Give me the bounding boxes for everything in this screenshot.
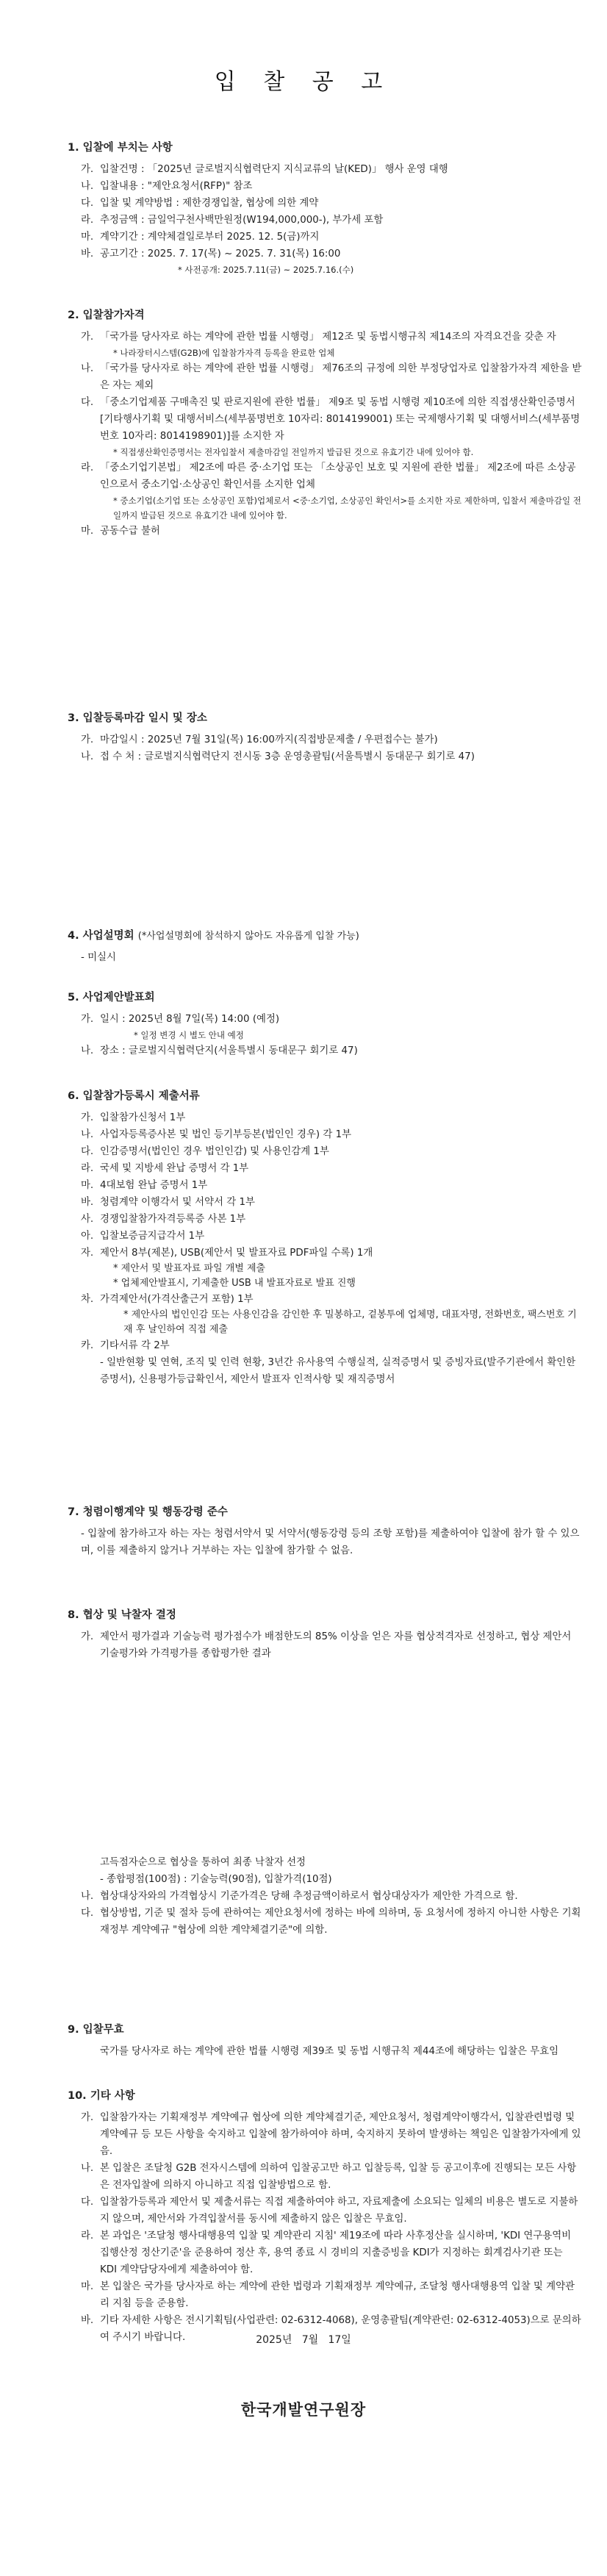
list-item: - 종합평점(100점) : 기술능력(90점), 입찰가격(10점) — [100, 1874, 332, 1885]
list-item: 바. 청렴계약 이행각서 및 서약서 각 1부 — [81, 1197, 255, 1208]
list-item: 다. 입찰 및 계약방법 : 제한경쟁입찰, 협상에 의한 계약 — [81, 198, 319, 209]
list-item: 나. 「국가를 당사자로 하는 계약에 관한 법률 시행령」 제76조의 규정에 의한 부정당업자로 입찰참가자격 제한을 받은 자는 제외 — [81, 363, 582, 391]
list-item: 나. 장소 : 글로벌지식협력단지(서울특별시 동대문구 회기로 47) — [81, 1045, 358, 1056]
note: * 제안서 및 발표자료 파일 개별 제출 — [113, 1263, 266, 1274]
list-item: 나. 본 입찰은 조달청 G2B 전자시스템에 의하여 입찰공고만 하고 입찰등록, 입찰 등 공고이후에 진행되는 모든 사항은 전자입찰에 의하지 아니하고 직접 입찰방법으로 함. — [81, 2163, 577, 2191]
section-10 — [68, 2088, 582, 2346]
section-10-title: 10. 기타 사항 — [68, 2090, 135, 2102]
list-item: 가. 입찰참가신청서 1부 — [81, 1112, 186, 1123]
list-item: 마. 4대보험 완납 증명서 1부 — [81, 1180, 208, 1191]
list-item: 나. 사업자등록증사본 및 법인 등기부등본(법인인 경우) 각 1부 — [81, 1129, 352, 1140]
section-9-title: 9. 입찰무효 — [68, 2024, 124, 2036]
list-item: 가. 제안서 평가결과 기술능력 평가점수가 배점한도의 85% 이상을 얻은 자를 협상적격자로 선정하고, 협상 제안서 기술평가와 가격평가를 종합평가한 결과 — [81, 1631, 572, 1659]
list-item: 다. 입찰참가등록과 제안서 및 제출서류는 직접 제출하여야 하고, 자료제출에 소요되는 일체의 비용은 별도로 지불하지 않으며, 제안서와 가격입찰서를 동시에 제출하지 않은 입찰은 무효임. — [81, 2197, 578, 2225]
section-3-title: 3. 입찰등록마감 일시 및 장소 — [68, 712, 207, 724]
list-item: 라. 「중소기업기본법」 제2조에 따른 중·소기업 또는 「소상공인 보호 및 지원에 관한 법률」 제2조에 따른 소상공인으로서 중소기업·소상공인 확인서를 소지한 업체 — [81, 462, 576, 490]
list-item: - 일반현황 및 연혁, 조직 및 인력 현황, 3년간 유사용역 수행실적, 실적증명서 및 증빙자료(발주기관에서 확인한 증명서), 신용평가등급확인서, 제안서 발표자 인적사항 및 재직증명서 — [100, 1357, 576, 1385]
section-7-title: 7. 청렴이행계약 및 행동강령 준수 — [68, 1506, 228, 1518]
note: * 업체제안발표시, 기제출한 USB 내 발표자료로 발표 진행 — [113, 1278, 356, 1289]
list-item: 차. 가격제안서(가격산출근거 포함) 1부 — [81, 1294, 254, 1305]
section-4 — [68, 928, 582, 966]
list-item: 자. 제안서 8부(제본), USB(제안서 및 발표자료 PDF파일 수록) 1개 — [81, 1248, 373, 1259]
list-item: 나. 협상대상자와의 가격협상시 기준가격은 당해 추정금액이하로서 협상대상자가 제안한 가격으로 함. — [81, 1891, 518, 1902]
list-item: 바. 공고기간 : 2025. 7. 17(목) ~ 2025. 7. 31(목) 16:00 — [81, 248, 341, 260]
section-4-title: 4. 사업설명회 (*사업설명회에 참석하지 않아도 자유롭게 입찰 가능) — [68, 930, 359, 942]
list-item: 마. 공동수급 불허 — [81, 526, 160, 537]
section-2-title: 2. 입찰참가자격 — [68, 310, 145, 321]
list-item: 나. 입찰내용 : "제안요청서(RFP)" 참조 — [81, 181, 253, 192]
section-1 — [68, 140, 582, 277]
section-6 — [68, 1088, 582, 1388]
list-item: 라. 추정금액 : 금일억구천사백만원정(W194,000,000-), 부가세 포함 — [81, 215, 384, 226]
note: * 나라장터시스템(G2B)에 입찰참가자격 등록을 완료한 업체 — [113, 348, 335, 358]
list-item: 다. 협상방법, 기준 및 절차 등에 관하여는 제안요청서에 정하는 바에 의하며, 동 요청서에 정하지 아니한 사항은 기획재정부 계약예규 "협상에 의한 계약체결기준"에 의함. — [81, 1908, 581, 1936]
section-8 — [68, 1607, 582, 1662]
section-8-title: 8. 협상 및 낙찰자 결정 — [68, 1609, 176, 1621]
list-item: 가. 「국가를 당사자로 하는 계약에 관한 법률 시행령」 제12조 및 동법시행규칙 제14조의 자격요건을 갖춘 자 — [81, 332, 556, 343]
list-item: 가. 입찰참가자는 기획재정부 계약예규 협상에 의한 계약체결기준, 제안요청서, 청렴계약이행각서, 입찰관련법령 및 계약예규 등 모든 사항을 숙지하고 입찰에 참가하여야 하며, 숙지하지 못하여 발생하는 책임은 입찰참가자에게 있음. — [81, 2112, 581, 2157]
list-item: 사. 경쟁입찰참가자격등록증 사본 1부 — [81, 1214, 246, 1225]
section-7 — [68, 1504, 582, 1559]
list-item: 가. 입찰건명 : 「2025년 글로벌지식협력단지 지식교류의 날(KED)」 행사 운영 대행 — [81, 164, 448, 175]
note: * 제안사의 법인인감 또는 사용인감을 감인한 후 밀봉하고, 겉봉투에 업체명, 대표자명, 전화번호, 팩스번호 기재 후 날인하여 직접 제출 — [123, 1309, 577, 1335]
list-item: 가. 일시 : 2025년 8월 7일(목) 14:00 (예정) — [81, 1014, 280, 1025]
list-item: 라. 본 과업은 '조달청 행사대행용역 입찰 및 계약관리 지침' 제19조에 따라 사후정산을 실시하며, 'KDI 연구용역비 집행산정 정산기준'을 준용하여 정산 후, 용역 종료 시 경비의 지출증빙을 KDI가 지정하는 회계검사기관 또는 KDI 계약담당자에게 제출하여야 함. — [81, 2230, 572, 2275]
list-item: 국가를 당사자로 하는 계약에 관한 법률 시행령 제39조 및 동법 시행규칙 제44조에 해당하는 입찰은 무효임 — [100, 2046, 559, 2057]
section-1-title: 1. 입찰에 부치는 사항 — [68, 142, 173, 154]
list-item: 고득점자순으로 협상을 통하여 최종 낙찰자 선정 — [100, 1857, 306, 1868]
section-9 — [68, 2022, 582, 2060]
section-5-title: 5. 사업제안발표회 — [68, 992, 155, 1003]
note: * 중소기업(소기업 또는 소상공인 포함)업체로서 <중·소기업, 소상공인 확인서>를 소지한 자로 제한하며, 입찰서 제출마감일 전일까지 발급된 것으로 유효기간 내에 있어야 함. — [113, 495, 581, 520]
list-item: 마. 계약기간 : 계약체결일로부터 2025. 12. 5(금)까지 — [81, 232, 320, 243]
section-5 — [68, 990, 582, 1059]
list-item: 아. 입찰보증금지급각서 1부 — [81, 1231, 205, 1242]
note: * 일정 변경 시 별도 안내 예정 — [134, 1030, 244, 1040]
list-item: 카. 기타서류 각 2부 — [81, 1340, 170, 1351]
list-item: 마. 본 입찰은 국가를 당사자로 하는 계약에 관한 법령과 기획재정부 계약예규, 조달청 행사대행용역 입찰 및 계약관리 지침 등을 준용함. — [81, 2281, 575, 2309]
list-item: 나. 접 수 처 : 글로벌지식협력단지 전시동 3층 운영총괄팀(서울특별시 동대문구 회기로 47) — [81, 751, 475, 762]
note: * 직접생산확인증명서는 전자입찰서 제출마감일 전일까지 발급된 것으로 유효기간 내에 있어야 함. — [113, 447, 474, 457]
list-item: 다. 인감증명서(법인인 경우 법인인감) 및 사용인감계 1부 — [81, 1146, 329, 1157]
list-item: 다. 「중소기업제품 구매촉진 및 판로지원에 관한 법률」 제9조 및 동법 시행령 제10조에 의한 직접생산확인증명서[기타행사기획 및 대행서비스(세부품명번호 10자리: 8014199001) 또는 국제행사기획 및 대행서비스(세부품명번호 10자리: 8014198901)]를 소지한 자 — [81, 397, 581, 442]
issuer-signature: 한국개발연구원장 — [240, 2400, 367, 2419]
list-item: - 미실시 — [81, 952, 116, 963]
section-6-title: 6. 입찰참가등록시 제출서류 — [68, 1090, 200, 1102]
list-item: - 입찰에 참가하고자 하는 자는 청렴서약서 및 서약서(행동강령 등의 조항 포함)를 제출하여야 입찰에 참가 할 수 있으며, 이를 제출하지 않거나 거부하는 자는 입찰에 참가할 수 없음. — [81, 1528, 580, 1556]
page-title: 입 찰 공 고 — [214, 69, 393, 95]
section-3 — [68, 710, 582, 765]
note: * 사전공개: 2025.7.11(금) ~ 2025.7.16.(수) — [178, 265, 354, 275]
list-item: 바. 기타 자세한 사항은 전시기획팀(사업관련: 02-6312-4068), 운영총괄팀(계약관련: 02-6312-4053)으로 문의하여 주시기 바랍니다. — [81, 2315, 581, 2343]
list-item: 가. 마감일시 : 2025년 7월 31일(목) 16:00까지(직접방문제출 / 우편접수는 불가) — [81, 734, 438, 745]
announcement-date: 2025년 7월 17일 — [256, 2334, 351, 2346]
section-2 — [68, 307, 582, 540]
section-8-continued — [68, 1854, 582, 1939]
list-item: 라. 국세 및 지방세 완납 증명서 각 1부 — [81, 1163, 249, 1174]
